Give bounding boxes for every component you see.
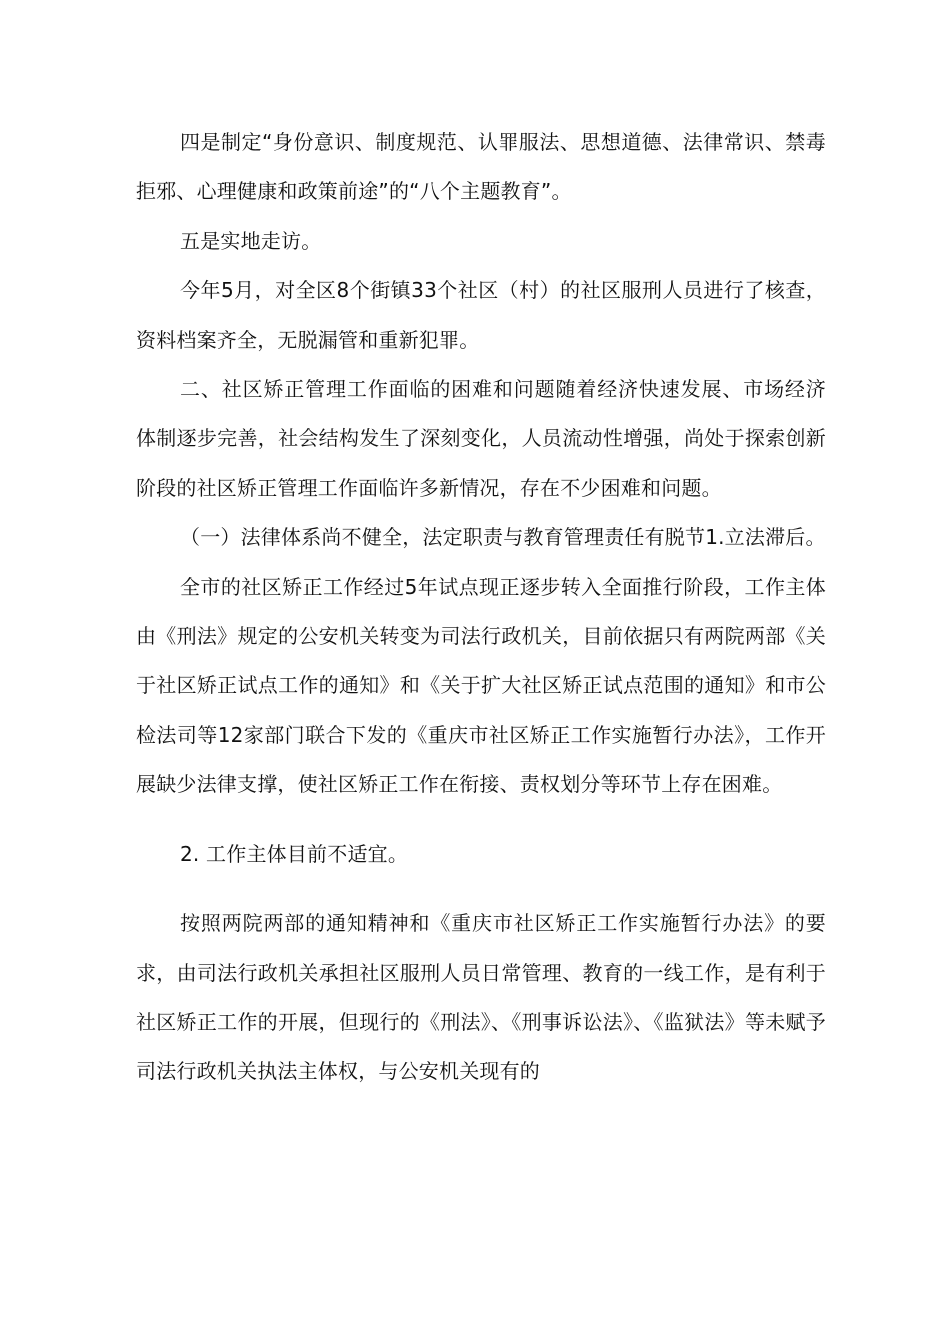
paragraph-section-two: 二、社区矫正管理工作面临的困难和问题随着经济快速发展、市场经济体制逐步完善，社会结构发生了深刻变化，人员流动性增强，尚处于探索创新阶段的社区矫正管理工作面临许多新情况，存在不少困难和问题。 bbox=[136, 377, 826, 500]
document-body bbox=[136, 118, 826, 1097]
paragraph-field-visit: 五是实地走访。 bbox=[180, 228, 322, 253]
paragraph-pilot-stage: 全市的社区矫正工作经过5年试点现正逐步转入全面推行阶段，工作主体由《刑法》规定的公安机关转变为司法行政机关，目前依据只有两院两部《关于社区矫正试点工作的通知》和《关于扩大社区矫正试点范围的通知》和市公检法司等12家部门联合下发的《重庆市社区矫正工作实施暂行办法》，工作开展缺少法律支撑，使社区矫正工作在衔接、责权划分等环节上存在困难。 bbox=[136, 574, 826, 797]
paragraph-legal-system: （一）法律体系尚不健全，法定职责与教育管理责任有脱节1.立法滞后。 bbox=[180, 525, 826, 550]
paragraph-may-check: 今年5月，对全区8个街镇33个社区（村）的社区服刑人员进行了核查，资料档案齐全，无脱漏管和重新犯罪。 bbox=[136, 278, 826, 352]
paragraph-work-subject: 2. 工作主体目前不适宜。 bbox=[180, 841, 409, 866]
paragraph-notice-spirit: 按照两院两部的通知精神和《重庆市社区矫正工作实施暂行办法》的要求，由司法行政机关承担社区服刑人员日常管理、教育的一线工作，是有利于社区矫正工作的开展，但现行的《刑法》、《刑事诉讼法》、《监狱法》等未赋予司法行政机关执法主体权，与公安机关现有的 bbox=[136, 911, 826, 1084]
paragraph-theme-education: 四是制定“身份意识、制度规范、认罪服法、思想道德、法律常识、禁毒拒邪、心理健康和政策前途”的“八个主题教育”。 bbox=[136, 130, 826, 204]
